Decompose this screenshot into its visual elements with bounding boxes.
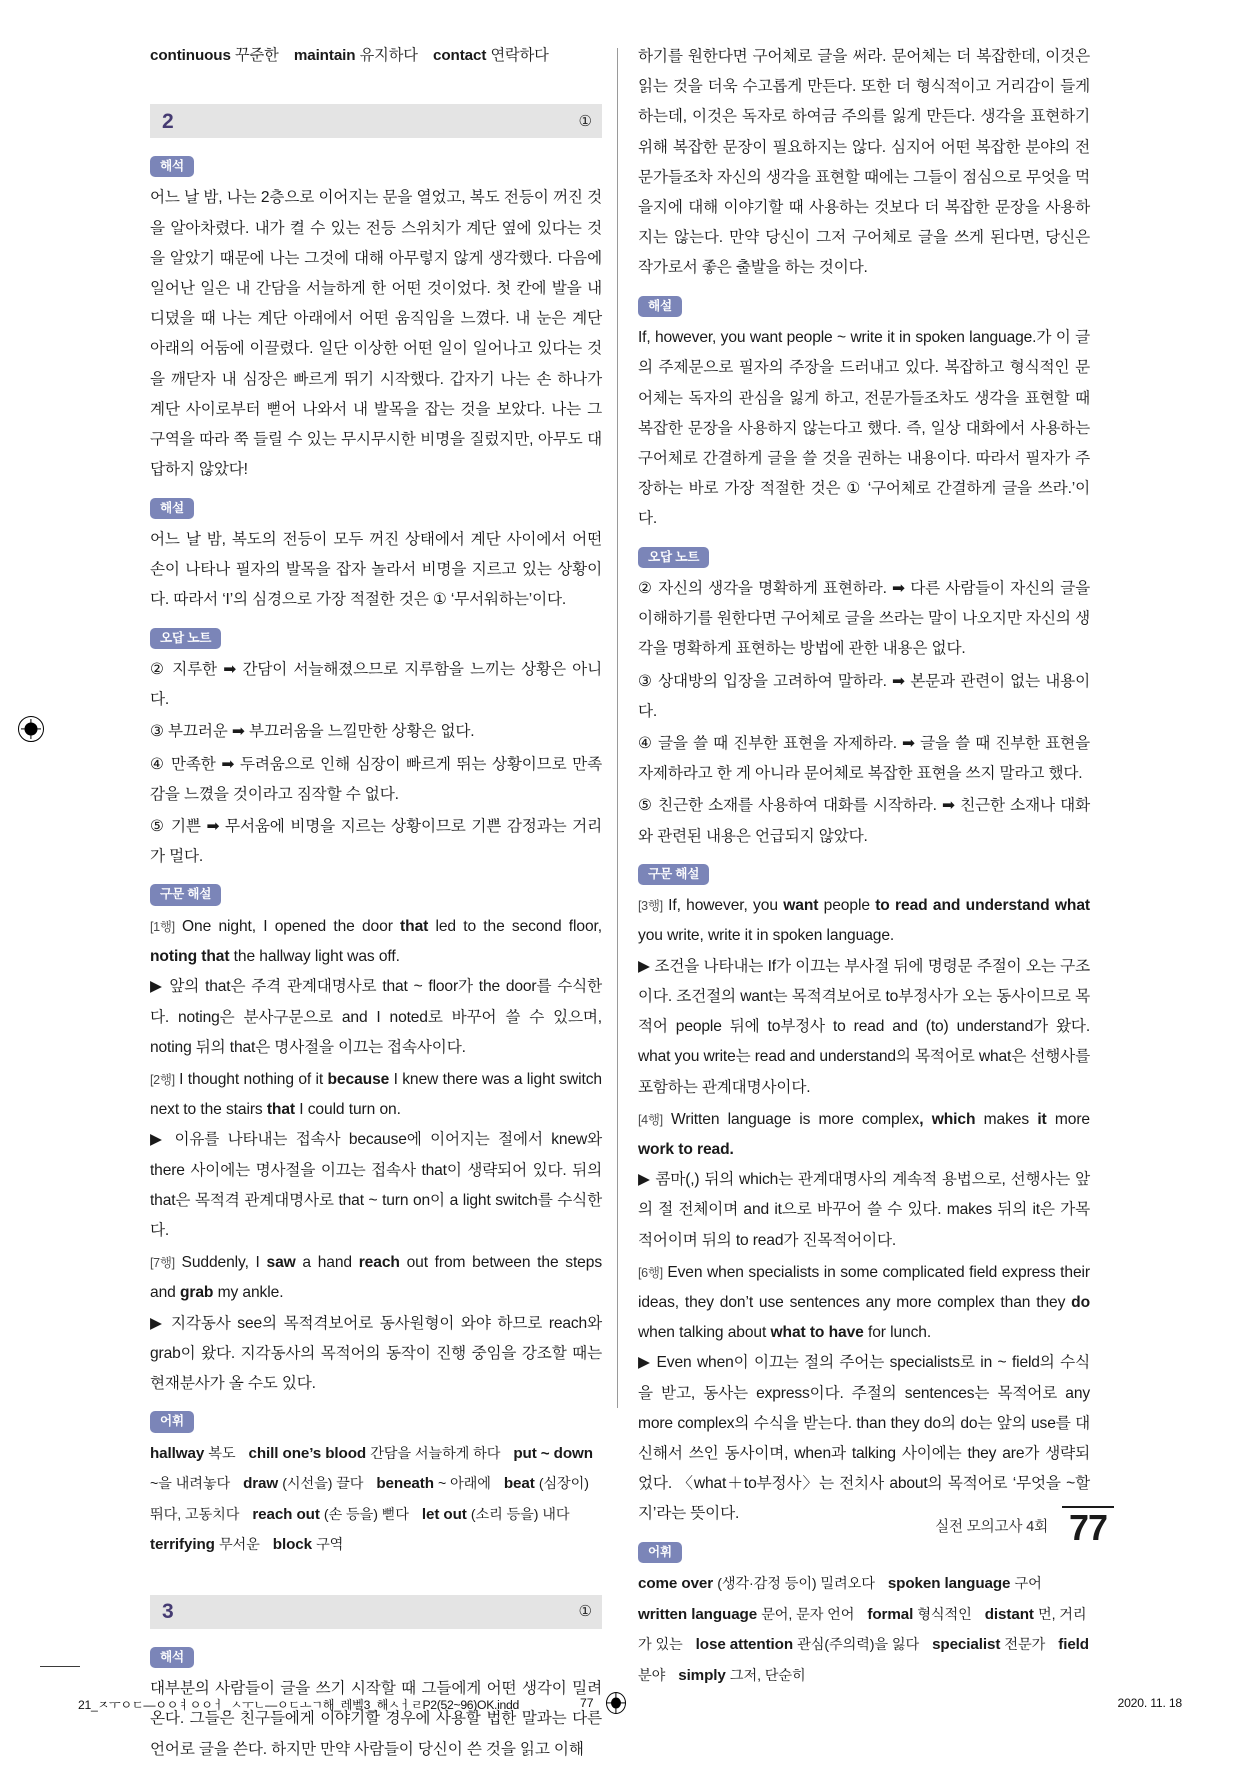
vocab-word: beat	[503, 1475, 535, 1493]
vocab-word: distant	[984, 1605, 1034, 1623]
vocab-word: specialist	[932, 1636, 1001, 1654]
line-reference: [3행]	[638, 899, 663, 914]
tag-wrong-note: 오답 노트	[150, 628, 221, 649]
vocab-meaning: 간담을 서늘하게 하다	[370, 1445, 501, 1462]
q3-syntax-sentence	[638, 1258, 1090, 1349]
q2-vocabulary-list	[150, 1439, 602, 1561]
vocab-word: terrifying	[150, 1536, 215, 1554]
q2-wrong-note-item: ② 지루한 ➡ 간담이 서늘해졌으므로 지루함을 느끼는 상황은 아니다.	[150, 661, 602, 709]
sentence-body: One night, I opened the door that led to the second floor, noting that the hallway light was off.	[150, 917, 603, 966]
q3-explanation-text: If, however, you want people ~ write it in spoken language.가 이 글의 주제문으로 필자의 주장을 드러내고 있다. 복잡하고 형식적인 문어체는 독자의 관심을 잃게 하고, 전문가들조차도 생각을 표현할 때 복잡한 문장을 사용하지 않는다고 했다. 즉, 일상 대화에서 사용하는 구어체로 간결하게 글을 쓸 것을 권하는 내용이다. 따라서 필자가 주장하는 바로 가장 적절한 것은 ① ‘구어체로 간결하게 글을 쓰라.’이다.	[638, 329, 1090, 528]
vocab-meaning: 구역	[316, 1537, 344, 1554]
page-footer	[935, 1506, 1114, 1549]
vocab-word: beneath	[376, 1475, 434, 1493]
tag-vocabulary: 어휘	[150, 1411, 194, 1432]
q2-syntax-sentence	[150, 912, 602, 972]
vocab-word: simply	[678, 1666, 726, 1684]
vocab-word: come over	[638, 1575, 714, 1593]
vocab-meaning: 분야	[638, 1667, 666, 1684]
vocab-meaning: (생각·감정 등이) 밀려오다	[717, 1576, 875, 1593]
line-reference: [4행]	[638, 1112, 663, 1127]
vocab-meaning: (심장이) 뛰다, 고동치다	[150, 1476, 589, 1523]
question-answer: ①	[578, 1603, 592, 1621]
vocab-meaning: 꾸준한	[234, 47, 279, 64]
q2-syntax-sentence	[150, 1248, 602, 1308]
vocab-word: put ~ down	[513, 1444, 593, 1462]
q3-syntax-sentence	[638, 891, 1090, 951]
tag-explanation: 해설	[150, 498, 194, 519]
q3-wrong-note-item: ⑤ 친근한 소재를 사용하여 대화를 시작하라. ➡ 친근한 소재나 대화와 관련된 내용은 언급되지 않았다.	[638, 797, 1090, 845]
carryover-vocab-strip	[150, 42, 602, 70]
tag-explanation: 해설	[638, 296, 682, 317]
question-number: 2	[162, 109, 174, 133]
slug-page-number: 77	[580, 1696, 594, 1710]
q2-wrong-note-item: ⑤ 기쁜 ➡ 무서움에 비명을 지르는 상황이므로 기쁜 감정과는 거리가 멀다.	[150, 818, 602, 866]
sentence-body: Written language is more complex, which makes it more work to read.	[638, 1110, 1090, 1158]
q3-translation-text-part1: 대부분의 사람들이 글을 쓰기 시작할 때 그들에게 어떤 생각이 밀려온다. 그들은 친구들에게 이야기할 경우에 사용할 법한 말과는 다른 언어로 글을 쓴다. 하지만 만약 사람들이 당신이 쓴 것을 읽고 이해	[150, 1680, 602, 1758]
trim-rule	[40, 1666, 80, 1667]
vocab-meaning: 복도	[208, 1445, 236, 1462]
vocab-meaning: 연락하다	[490, 47, 549, 64]
vocab-meaning: 유지하다	[359, 47, 418, 64]
q2-syntax-note: ▶ 앞의 that은 주격 관계대명사로 that ~ floor가 the door를 수식한다. noting은 분사구문으로 and I noted로 바꾸어 쓸 수 있으며, noting 뒤의 that은 명사절을 이끄는 접속사이다.	[150, 978, 602, 1056]
page-number: 77	[1062, 1506, 1114, 1544]
tag-vocabulary: 어휘	[638, 1542, 682, 1563]
vocab-meaning: 구어	[1014, 1576, 1042, 1593]
q3-wrong-note-item: ③ 상대방의 입장을 고려하여 말하라. ➡ 본문과 관련이 없는 내용이다.	[638, 672, 1090, 720]
vocab-meaning: ~을 내려놓다	[150, 1476, 231, 1493]
vocab-meaning: (시선을) 끌다	[282, 1476, 364, 1493]
vocab-word: block	[272, 1536, 312, 1554]
vocab-word: chill one’s blood	[248, 1444, 367, 1462]
vocab-word: spoken language	[887, 1575, 1011, 1593]
question-header-2	[150, 104, 602, 138]
tag-syntax: 구문 해설	[150, 884, 221, 905]
vocab-meaning: 전문가	[1004, 1637, 1046, 1654]
q3-syntax-sentence	[638, 1105, 1090, 1165]
q2-syntax-note: ▶ 이유를 나타내는 접속사 because에 이어지는 절에서 knew와 there 사이에는 명사절을 이끄는 접속사 that이 생략되어 있다. 뒤의 that은 목적격 관계대명사로 that ~ turn on이 a light switch를 수식한다.	[150, 1131, 602, 1239]
vocab-meaning: 그저, 단순히	[729, 1667, 806, 1684]
q2-syntax-sentence	[150, 1065, 602, 1125]
tag-translation: 해석	[150, 156, 194, 177]
line-reference: [1행]	[150, 919, 175, 934]
vocab-meaning: 관심(주의력)을 잃다	[797, 1637, 920, 1654]
vocab-meaning: 무서운	[218, 1537, 260, 1554]
q2-wrong-note-item: ④ 만족한 ➡ 두려움으로 인해 심장이 빠르게 뛰는 상황이므로 만족감을 느꼈을 것이라고 짐작할 수 없다.	[150, 755, 602, 803]
vocab-word: lose attention	[695, 1636, 793, 1654]
tag-wrong-note: 오답 노트	[638, 547, 709, 568]
q3-syntax-note: ▶ 조건을 나타내는 If가 이끄는 부사절 뒤에 명령문 주절이 오는 구조이다. 조건절의 want는 목적격보어로 to부정사가 오는 동사이므로 목적어 people 뒤에 to부정사 to read and (to) understand가 왔다. what you write는 read and understand의 목적어로 what은 선행사를 포함하는 관계대명사이다.	[638, 957, 1090, 1096]
footer-label: 실전 모의고사 4회	[935, 1519, 1048, 1535]
sentence-body: Even when specialists in some complicated field express their ideas, they don’t use sentences any more complex than they do when talking about what to have for lunch.	[638, 1263, 1090, 1342]
left-column	[150, 42, 602, 1767]
vocab-word: hallway	[150, 1444, 205, 1462]
vocab-meaning: 형식적인	[917, 1606, 972, 1623]
vocab-meaning: 문어, 문자 언어	[761, 1606, 855, 1623]
q3-wrong-note-item: ④ 글을 쓸 때 진부한 표현을 자제하라. ➡ 글을 쓸 때 진부한 표현을 자제하라고 한 게 아니라 문어체로 복잡한 표현을 쓰지 말라고 했다.	[638, 735, 1090, 783]
tag-translation: 해석	[150, 1647, 194, 1668]
right-column	[638, 42, 1090, 1691]
tag-syntax: 구문 해설	[638, 864, 709, 885]
sentence-body: If, however, you want people to read and understand what you write, write it in spoken language.	[638, 897, 1090, 945]
q3-translation-text-part2: 하기를 원한다면 구어체로 글을 써라. 문어체는 더 복잡한데, 이것은 읽는 것을 더욱 수고롭게 만든다. 또한 더 형식적이고 거리감이 들게 하는데, 이것은 독자로 하여금 주의를 잃게 만든다. 생각을 표현하기 위해 복잡한 문장이 필요하지는 않다. 심지어 어떤 복잡한 분야의 전문가들조차 자신의 생각을 표현할 때에는 그들이 점심으로 무엇을 먹을지에 대해 이야기할 때 사용하는 것보다 더 복잡한 문장을 사용하지는 않는다. 만약 당신이 그저 구어체로 글을 쓰게 된다면, 당신은 작가로서 좋은 출발을 하는 것이다.	[638, 48, 1090, 277]
slug-filename: 21_ㅈㅜㅇㄷ—ㅇㅇㅕㅇㅇㅓ_ㅅㅜㄴ—ㅇㄷㅗㄱ해_레벨3_해ㅅㅓㄹP2(52~96)OK.indd	[78, 1698, 519, 1712]
vocab-meaning: 먼, 거리가 있는	[638, 1606, 1087, 1654]
vocab-word: let out	[421, 1505, 467, 1523]
q2-explanation-text: 어느 날 밤, 복도의 전등이 모두 꺼진 상태에서 계단 사이에서 어떤 손이 나타나 필자의 발목을 잡자 놀라서 비명을 지르고 있는 상황이다. 따라서 ‘I’의 심경으로 가장 적절한 것은 ① ‘무서워하는’이다.	[150, 530, 602, 609]
question-header-3	[150, 1595, 602, 1629]
q3-syntax-note: ▶ 콤마(,) 뒤의 which는 관계대명사의 계속적 용법으로, 선행사는 앞의 절 전체이며 and it으로 바꾸어 쓸 수 있다. makes 뒤의 it은 가목적어이며 뒤의 to read가 진목적어이다.	[638, 1171, 1090, 1249]
vocab-word: written language	[638, 1605, 758, 1623]
vocab-word: field	[1058, 1636, 1089, 1654]
slug-registration-mark-icon	[606, 1692, 626, 1714]
line-reference: [6행]	[638, 1265, 663, 1280]
vocab-word: continuous	[150, 47, 231, 64]
question-answer: ①	[578, 112, 592, 130]
vocab-word: formal	[867, 1605, 914, 1623]
question-number: 3	[162, 1600, 174, 1624]
print-slug-bar	[0, 1658, 1240, 1754]
vocab-meaning: ~ 아래에	[438, 1476, 491, 1493]
q2-syntax-note: ▶ 지각동사 see의 목적격보어로 동사원형이 와야 하므로 reach와 grab이 왔다. 지각동사의 목적어의 동작이 진행 중임을 강조할 때는 현재분사가 올 수도 있다.	[150, 1314, 602, 1392]
q3-wrong-note-item: ② 자신의 생각을 명확하게 표현하라. ➡ 다른 사람들이 자신의 글을 이해하기를 원한다면 구어체로 글을 쓰라는 말이 나오지만 자신의 생각을 명확하게 표현하는 방법에 관한 내용은 없다.	[638, 579, 1090, 658]
line-reference: [7행]	[150, 1256, 175, 1271]
sentence-body: Suddenly, I saw a hand reach out from between the steps and grab my ankle.	[150, 1254, 603, 1302]
vocab-word: contact	[433, 47, 487, 64]
vocab-meaning: (손 등을) 뻗다	[323, 1506, 409, 1523]
q2-translation-text: 어느 날 밤, 나는 2층으로 이어지는 문을 열었고, 복도 전등이 꺼진 것을 알아차렸다. 내가 켤 수 있는 전등 스위치가 계단 옆에 있다는 것을 알았기 때문에 나는 그것에 대해 아무렇지 않게 생각했다. 다음에 일어난 일은 내 간담을 서늘하게 한 어떤 것이었다. 첫 칸에 발을 내디뎠을 때 나는 계단 아래에서 어떤 움직임을 느꼈다. 내 눈은 계단 아래의 어둠에 이끌렸다. 일단 이상한 어떤 일이 일어나고 있다는 것을 깨닫자 내 심장은 빠르게 뛰기 시작했다. 갑자기 나는 손 하나가 계단 사이로부터 뻗어 나와서 내 발목을 잡는 것을 보았다. 나는 그 구역을 따라 쭉 들릴 수 있는 무시무시한 비명을 질렀지만, 아무도 대답하지 않았다!	[150, 189, 602, 479]
vocab-word: draw	[243, 1475, 279, 1493]
vocab-meaning: (소리 등을) 내다	[470, 1506, 570, 1523]
q2-wrong-note-item: ③ 부끄러운 ➡ 부끄러움을 느낄만한 상황은 없다.	[150, 723, 475, 741]
slug-date: 2020. 11. 18	[1117, 1696, 1182, 1710]
vocab-word: reach out	[252, 1505, 320, 1523]
sentence-body: I thought nothing of it because I knew there was a light switch next to the stairs that I could turn on.	[150, 1070, 602, 1119]
line-reference: [2행]	[150, 1072, 175, 1087]
vocab-word: maintain	[293, 47, 356, 64]
q3-syntax-note: ▶ Even when이 이끄는 절의 주어는 specialists로 in ~ field의 수식을 받고, 동사는 express이다. 주절의 sentences는 목적어로 any more complex의 수식을 받는다. than they do의 do는 앞의 use를 대신해서 쓰인 동사이며, when과 talking 사이에는 they are가 생략되었다. 〈what＋to부정사〉는 전치사 about의 목적어로 ‘무엇을 ~할지’라는 뜻이다.	[638, 1354, 1090, 1523]
